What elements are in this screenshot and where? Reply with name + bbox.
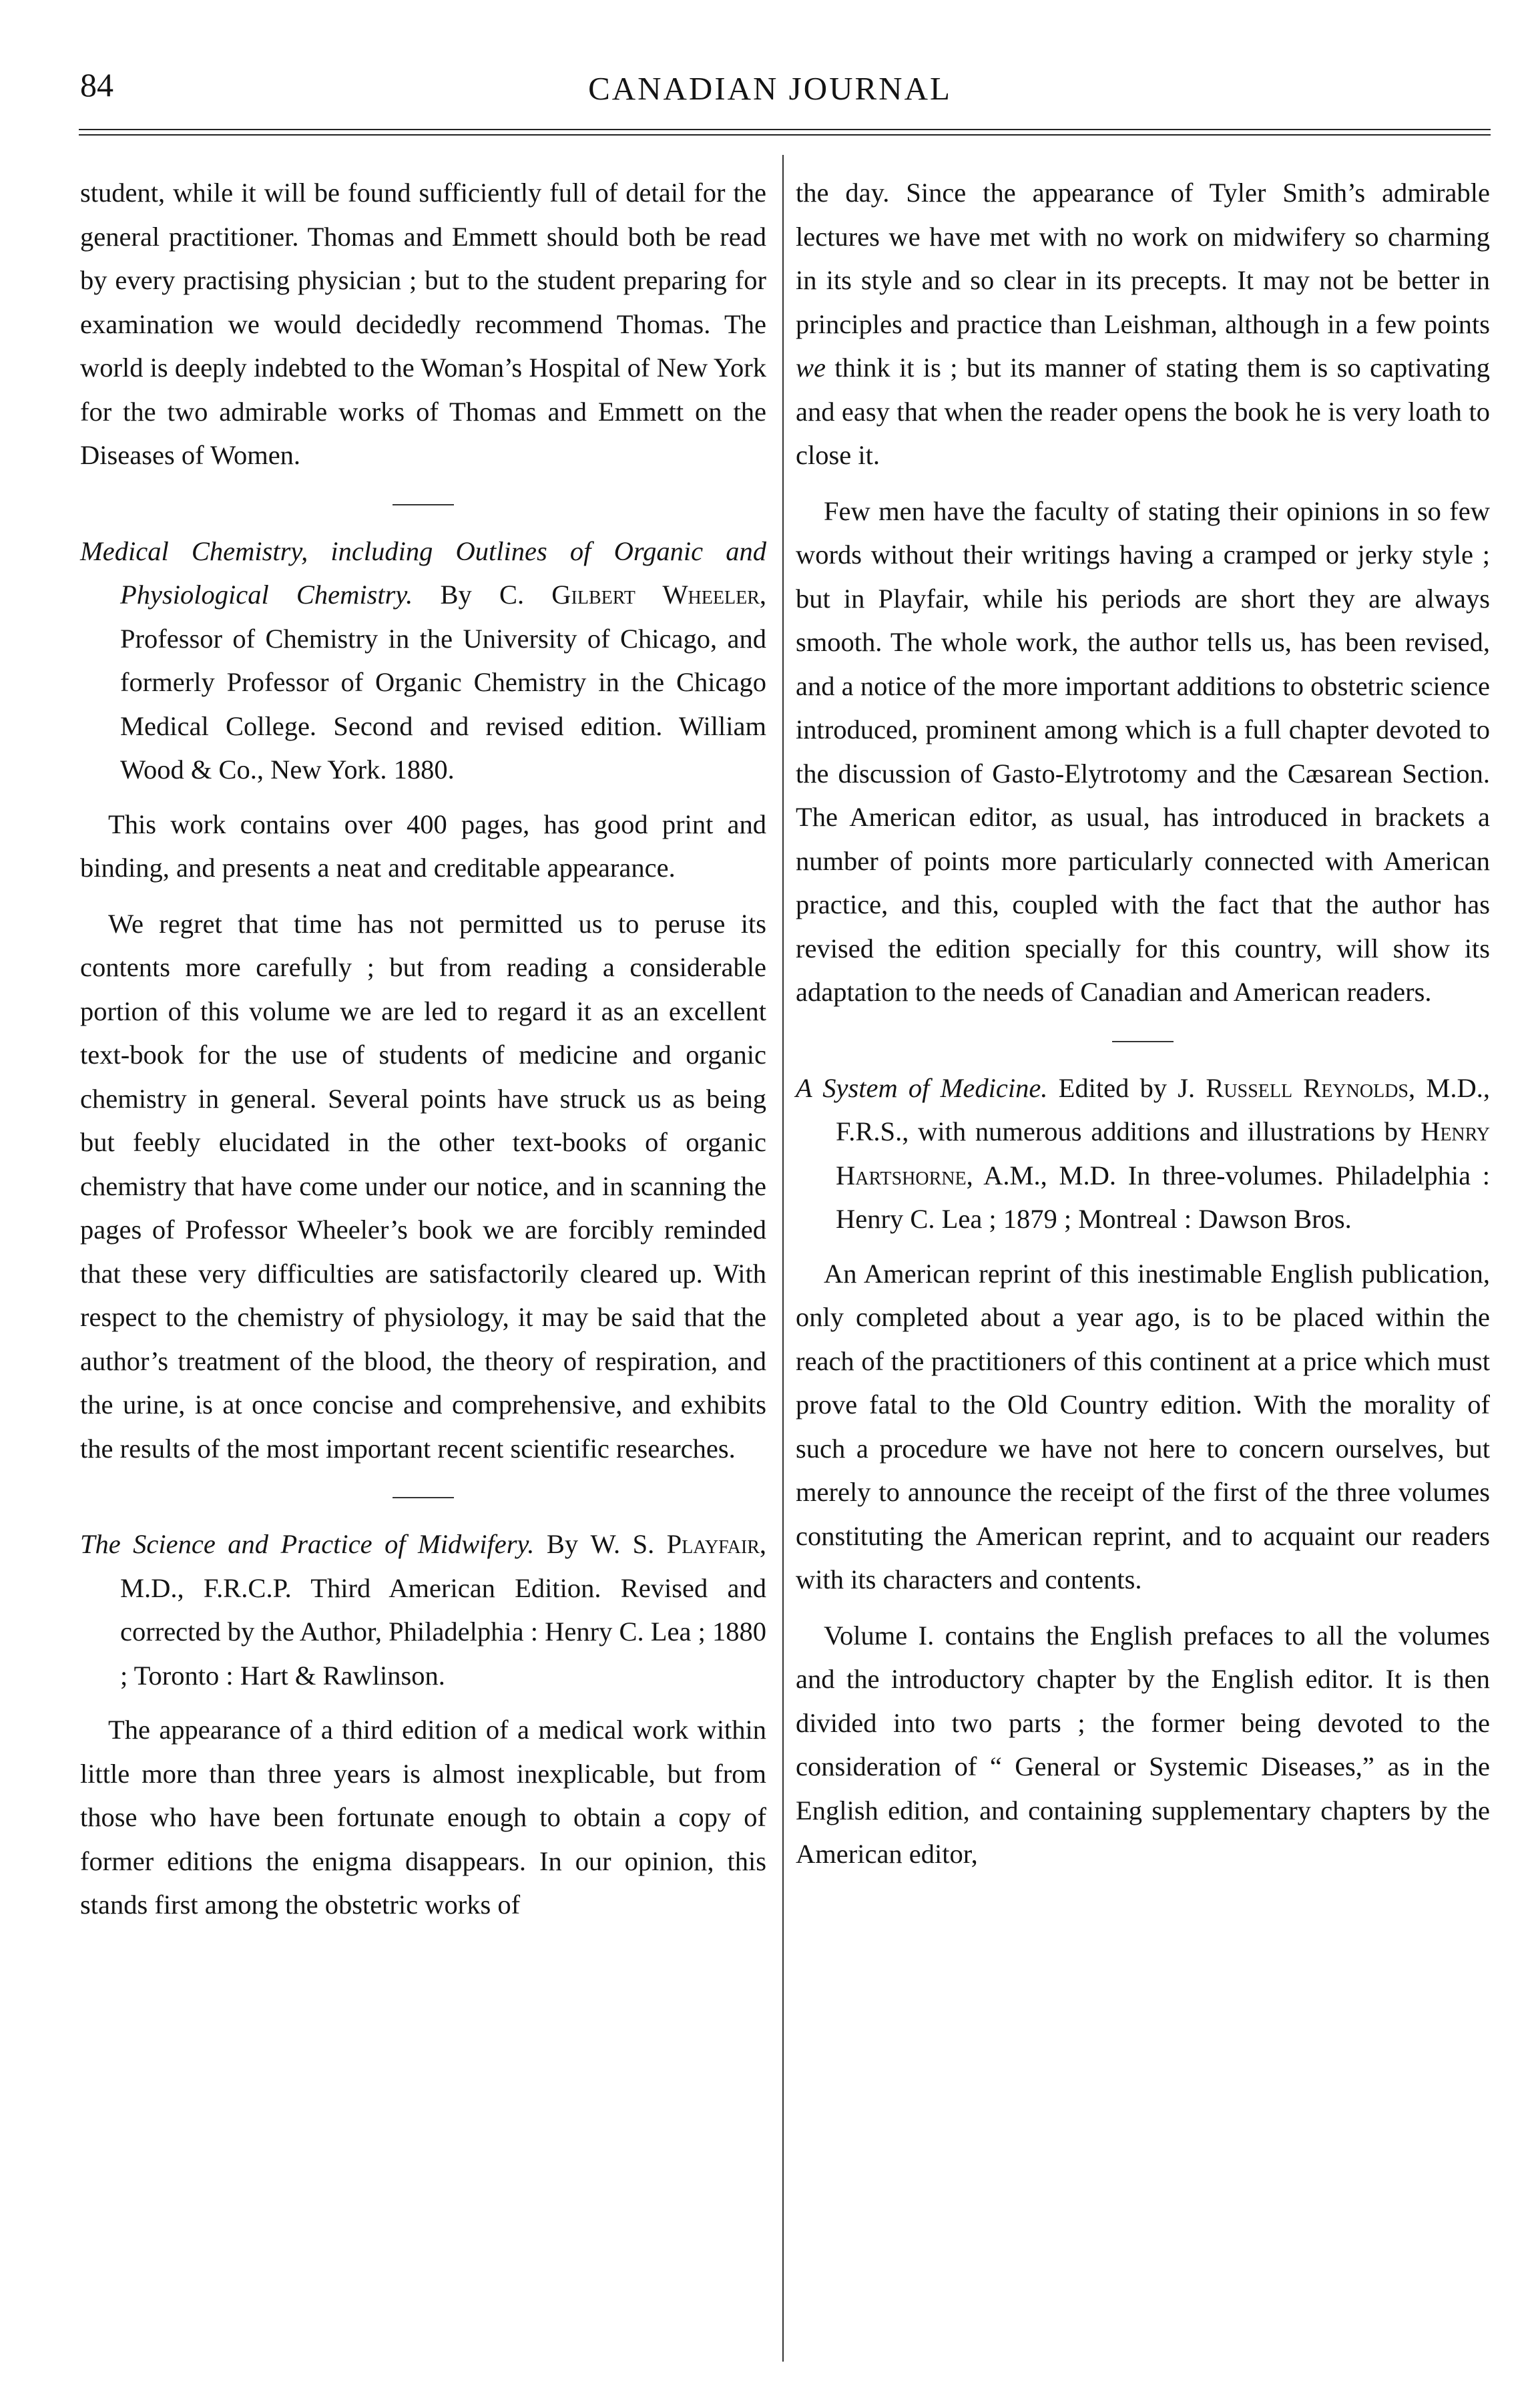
by-word: By (546, 1529, 579, 1559)
review-paragraph: Volume I. contains the English prefaces to all the volumes and the introductory chapter by the English editor. It is then divided into two parts ; the former being devoted to the consideration of “ General or Systemic Diseases,” as in the English edition, and containing supplementary chapters by the American editor, (796, 1620, 1490, 1869)
review-paragraph: An American reprint of this inestimable English publication, only completed about a year ago, is to be placed within the reach of the practitioners of this continent at a price which must prove fatal to the Old Country edition. With the morality of such a procedure we have not here to concern ourselves, but merely to announce the receipt of the first of the three volumes constituting the American reprint, and to acquaint our readers with its characters and contents. (796, 1258, 1490, 1594)
edited-by: Edited by (1058, 1072, 1168, 1103)
text-run: the day. Since the appearance of Tyler Smith’s admirable lectures we have met with no work on midwifery so charming in its style and so clear in its precepts. It may not be better in principles and practice than Leishman, although in a few points (796, 178, 1490, 339)
review-paragraph: The appearance of a third edition of a medical work within little more than three years is almost inexplicable, but from those who have been fortunate enough to obtain a copy of former editions the enigma disappears. In our opinion, this stands first among the obstetric works of (80, 1715, 766, 1920)
book-details: Professor of Chemistry in the University of Chicago, and formerly Professor of Organic Chemistry in the Chicago Medical College. Second and revised edition. William Wood & Co., New York. 1880. (120, 623, 766, 785)
right-column (796, 171, 1490, 1888)
book-author: W. S. Playfair, M.D., F.R.C.P. (120, 1529, 767, 1603)
text-run: think it is ; but its manner of stating them is so captivating and easy that when the reader opens the book he is very loath to close it. (796, 353, 1490, 470)
continued-paragraph: student, while it will be found sufficiently full of detail for the general practitioner. Thomas and Emmett should both be read by every practising physician ; but to the student preparing for examination we would decidedly recommend Thomas. The world is deeply indebted to the Woman’s Hospital of New York for the two admirable works of Thomas and Emmett on the Diseases of Women. (80, 178, 766, 470)
review-paragraph: We regret that time has not permitted us to peruse its contents more carefully ; but from reading a considerable portion of this volume we are led to regard it as an excellent text-book for the use of students of medicine and organic chemistry in general. Several points have struck us as being but feebly elucidated in the other text-books of organic chemistry that have come under our notice, and in scanning the pages of Professor Wheeler’s book we are forcibly reminded that these very difficulties are satisfactorily cleared up. With respect to the chemistry of physiology, it may be said that the author’s treatment of the blood, the theory of respiration, and the urine, is at once concise and comprehensive, and exhibits the results of the most important recent scientific researches. (80, 908, 766, 1464)
emphasized-word: we (796, 353, 826, 383)
section-divider (393, 504, 454, 505)
book-title: Medical Chemistry, including Outlines of Organic and Physiological Chemistry. (80, 535, 766, 610)
running-title: CANADIAN JOURNAL (588, 70, 952, 107)
book-title: A System of Medicine. (796, 1072, 1048, 1103)
book-co-editor: Henry Hartshorne, (836, 1116, 1491, 1190)
review-heading-system-of-medicine (796, 1066, 1490, 1241)
review-paragraph: Few men have the faculty of stating their opinions in so few words without their writings having a cramped or jerky style ; but in Playfair, while his periods are short they are always smooth. The whole work, the author tells us, has been revised, and a notice of the more important additions to obstetric science introduced, prominent among which is a full chapter devoted to the discussion of Gasto-Elytrotomy and the Cæsarean Section. The American editor, as usual, has introduced in brackets a number of points more particularly connected with American practice, and this, coupled with the fact that the author has revised the edition specially for this country, will show its adaptation to the needs of Canadian and American readers. (796, 495, 1490, 1007)
left-column (80, 171, 766, 1939)
section-divider (1112, 1041, 1174, 1042)
by-word: By (440, 580, 472, 610)
editor-qualifications: M.D., F.R.S., with numerous additions and illustrations by (836, 1072, 1490, 1146)
book-title: The Science and Practice of Midwifery. (80, 1529, 535, 1559)
header-rule-top (79, 129, 1491, 130)
book-editor: J. Russell Reynolds, (1178, 1072, 1416, 1103)
continued-paragraph (796, 171, 1490, 477)
book-author: C. Gilbert Wheeler, (499, 580, 766, 610)
book-details: Third American Edition. Revised and corrected by the Author, Philadelphia : Henry C. Lea ; 1880 ; Toronto : Hart & Rawlinson. (120, 1572, 766, 1691)
header-rule-bottom (79, 134, 1491, 136)
section-divider (393, 1497, 454, 1498)
column-divider (782, 155, 784, 2362)
review-heading-midwifery (80, 1522, 766, 1697)
review-heading-medical-chemistry (80, 529, 766, 792)
page-number: 84 (80, 66, 113, 103)
review-paragraph: This work contains over 400 pages, has good print and binding, and presents a neat and creditable appearance. (80, 809, 766, 883)
book-details: A.M., M.D. In three-volumes. Philadelphia : Henry C. Lea ; 1879 ; Montreal : Dawson Bros. (836, 1160, 1490, 1234)
